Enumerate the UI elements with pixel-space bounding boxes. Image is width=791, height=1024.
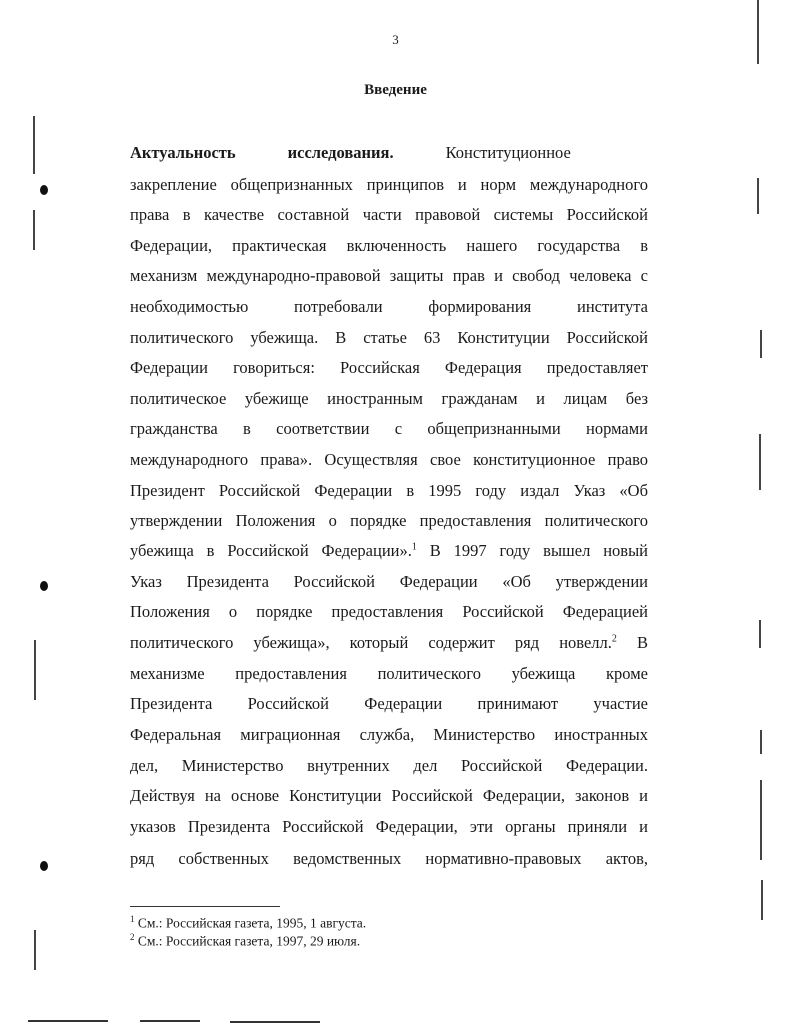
footnote-text: См.: Российская газета, 1995, 1 августа.: [134, 915, 367, 931]
text-line: гражданства в соответствии с общепризнанными нормами: [130, 419, 648, 438]
text-line: закрепление общепризнанных принципов и норм международного: [130, 175, 648, 194]
punch-hole: [40, 861, 48, 871]
text-line: Положения о порядке предоставления Российской Федерацией: [130, 602, 648, 621]
text-line: необходимостью потребовали формирования института: [130, 297, 648, 316]
scan-edge-mark: [759, 434, 761, 490]
text-line: Федерации говориться: Российская Федерация предоставляет: [130, 358, 648, 377]
line-text: убежища в Российской Федерации».: [130, 541, 412, 560]
footnote-mark: 1: [130, 914, 135, 924]
text-line: механизме предоставления политического убежища кроме: [130, 664, 648, 683]
text-line: Указ Президента Российской Федерации «Об утверждении: [130, 572, 648, 591]
footnote: [130, 932, 360, 950]
scan-edge-mark: [230, 1021, 320, 1023]
text-line: Президента Российской Федерации принимают участие: [130, 694, 648, 713]
text-line: ряд собственных ведомственных нормативно-правовых актов,: [130, 849, 648, 868]
scan-edge-mark: [140, 1020, 200, 1022]
footnote-mark: 2: [130, 932, 135, 942]
line-text: Конституционное: [445, 143, 571, 162]
text-line: международного права». Осуществляя свое конституционное право: [130, 450, 648, 469]
page-title: Введение: [364, 82, 427, 98]
scan-edge-mark: [760, 330, 762, 358]
footnote-text: См.: Российская газета, 1997, 29 июля.: [134, 933, 361, 949]
bold-term: Актуальность: [130, 143, 236, 162]
line-text: В 1997 году вышел новый: [416, 541, 648, 560]
footnote-ref: 1: [411, 541, 417, 553]
footnote-ref: 2: [611, 633, 617, 645]
line-text: политического убежища», который содержит ряд новелл.: [130, 633, 612, 652]
punch-hole: [40, 581, 48, 591]
bold-term: исследования.: [287, 143, 394, 162]
text-line: [130, 142, 648, 164]
text-line: Президент Российской Федерации в 1995 году издал Указ «Об: [130, 481, 648, 500]
footnote: [130, 914, 366, 932]
scan-edge-mark: [34, 930, 36, 970]
text-line: дел, Министерство внутренних дел Российской Федерации.: [130, 756, 648, 775]
scan-edge-mark: [33, 210, 35, 250]
scan-edge-mark: [757, 178, 759, 214]
line-text: В: [616, 633, 648, 652]
scan-edge-mark: [761, 880, 763, 920]
scan-edge-mark: [33, 116, 35, 174]
page-number: 3: [392, 32, 399, 47]
scan-edge-mark: [34, 640, 36, 700]
text-line: механизм международно-правовой защиты прав и свобод человека с: [130, 266, 648, 285]
text-line: [130, 540, 648, 562]
text-line: политическое убежище иностранным гражданам и лицам без: [130, 389, 648, 408]
scan-edge-mark: [28, 1020, 108, 1022]
text-line: утверждении Положения о порядке предоставления политического: [130, 511, 648, 530]
text-line: Действуя на основе Конституции Российской Федерации, законов и: [130, 786, 648, 805]
text-line: права в качестве составной части правовой системы Российской: [130, 205, 648, 224]
scan-edge-mark: [759, 620, 761, 648]
punch-hole: [40, 185, 48, 195]
text-line: указов Президента Российской Федерации, эти органы приняли и: [130, 817, 648, 836]
scan-edge-mark: [757, 0, 759, 64]
text-line: политического убежища. В статье 63 Конституции Российской: [130, 328, 648, 347]
text-line: Федеральная миграционная служба, Министерство иностранных: [130, 725, 648, 744]
text-line: Федерации, практическая включенность нашего государства в: [130, 236, 648, 255]
footnote-divider: [130, 906, 280, 907]
scan-edge-mark: [760, 780, 762, 860]
text-line: [130, 632, 648, 654]
scan-edge-mark: [760, 730, 762, 754]
